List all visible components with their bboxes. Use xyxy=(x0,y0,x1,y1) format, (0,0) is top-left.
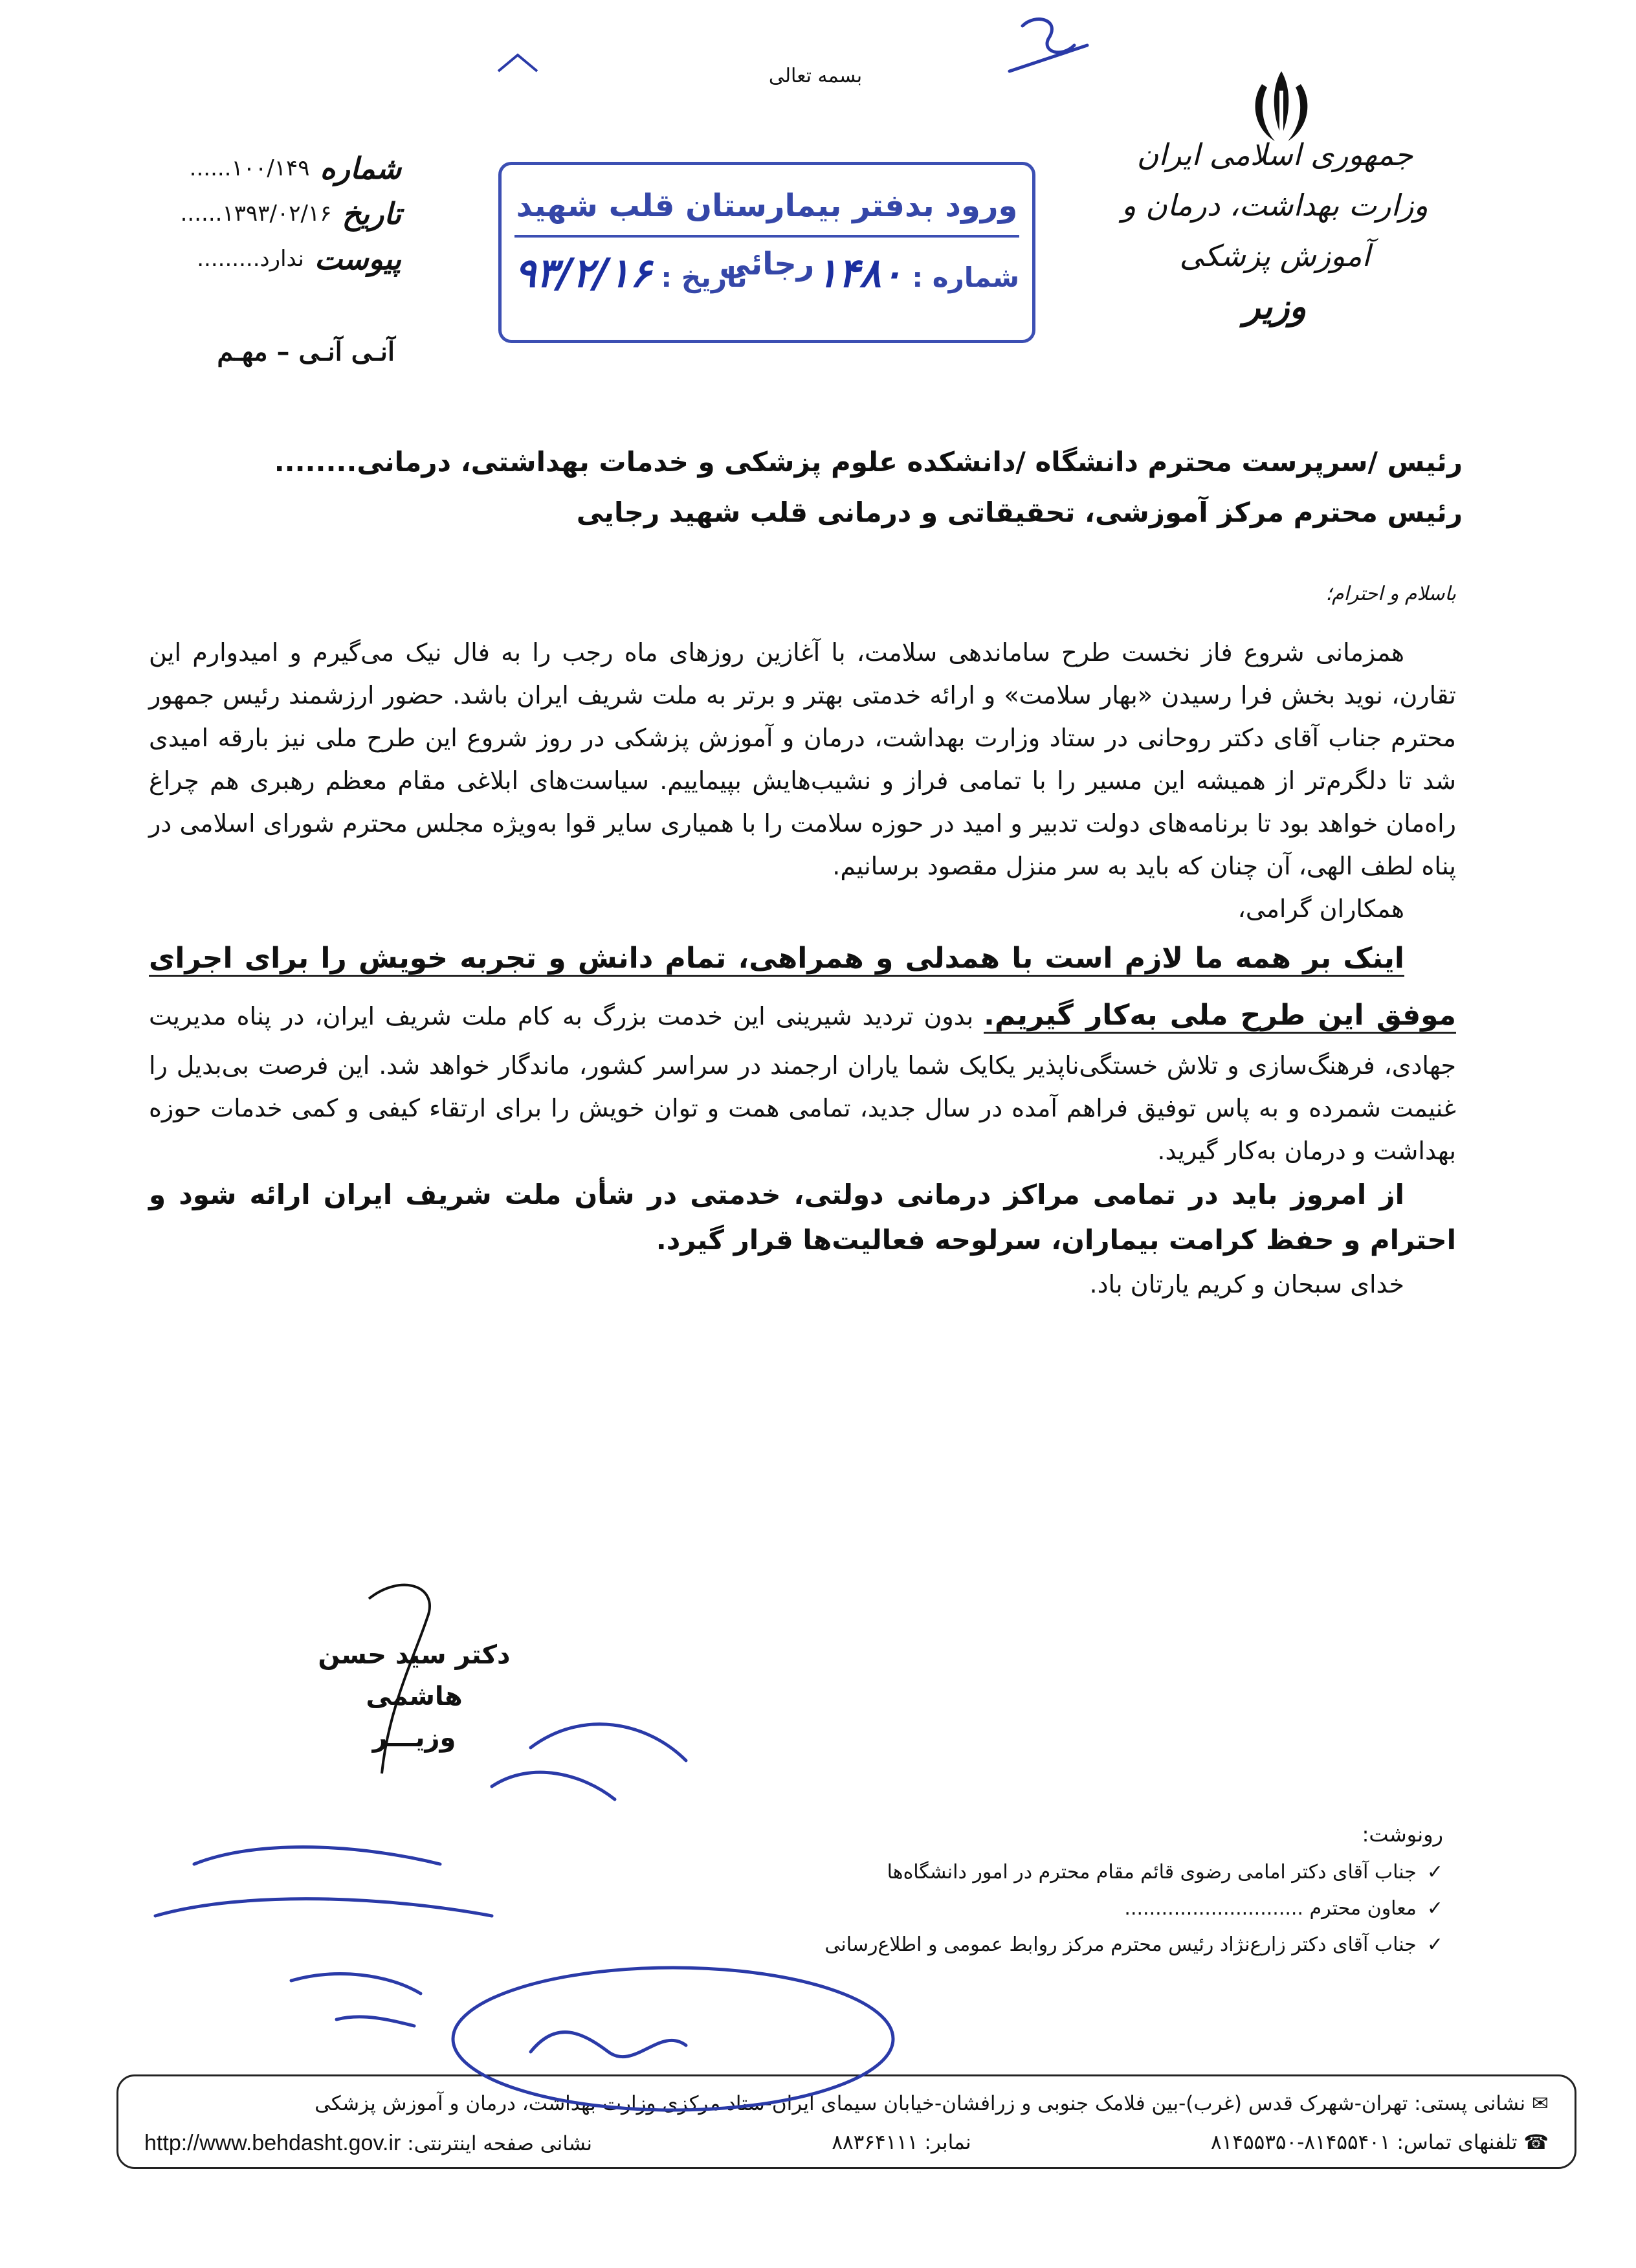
number-value: ۱۰۰/۱۴۹...... xyxy=(189,155,310,181)
letter-meta xyxy=(97,146,401,282)
number-label: شماره xyxy=(320,151,401,186)
website-label: نشانی صفحه اینترنتی: xyxy=(407,2132,592,2155)
body-paragraph-2 xyxy=(149,930,1456,1172)
addressees xyxy=(149,437,1463,538)
stamp-number-label: شماره : xyxy=(912,261,1019,293)
stamp-fields xyxy=(514,249,1019,296)
greeting: باسلام و احترام؛ xyxy=(1325,583,1456,605)
phone-numbers: تلفنهای تماس: ۸۱۴۵۵۴۰۱-۸۱۴۵۵۳۵۰ xyxy=(1211,2131,1518,2154)
stamp-date-label: تاریخ : xyxy=(661,261,747,293)
cc-item: ✓ جناب آقای دکتر امامی رضوی قائم مقام محترم در امور دانشگاه‌ها xyxy=(680,1854,1443,1891)
body-paragraph-2-rest: بدون تردید شیرینی این خدمت بزرگ به کام ملت شریف ایران، در پناه مدیریت جهادی، فرهنگ‌سازی و تلاش خستگی‌ناپذیر یکایک شما یاران ارجمند در سراسر کشور، ماندگار خواهد شد. این فرصت بی‌بدیل را غنیمت شمرده و به پاس توفیق فراهم آمده در سال جدید، تمامی همت و توان خویش را برای ارتقاء کیفی و کمی خدمات حوزه بهداشت و درمان به‌کار گیرید. xyxy=(149,1002,1456,1165)
attachment-row xyxy=(97,236,401,282)
cc-item: ✓ جناب آقای دکتر زارع‌نژاد رئیس محترم مرکز روابط عمومی و اطلاع‌رسانی xyxy=(680,1927,1443,1963)
footer-address-line xyxy=(144,2092,1549,2115)
ministry-letterhead xyxy=(1113,129,1437,331)
stamp-number-value: ۱۴۸۰ xyxy=(816,249,903,296)
website-link[interactable]: http://www.behdasht.gov.ir xyxy=(144,2131,401,2155)
addressee-1: رئیس /سرپرست محترم دانشگاه /دانشکده علوم پزشکی و خدمات بهداشتی، درمانی........ xyxy=(274,446,1463,478)
footer-contact-line xyxy=(144,2131,1549,2156)
envelope-icon: ✉ xyxy=(1532,2092,1549,2115)
office-name: وزیر xyxy=(1243,285,1307,327)
salutation: همکاران گرامی، xyxy=(1237,895,1404,923)
postal-address: نشانی پستی: تهران-شهرک قدس (غرب)-بین فلامک جنوبی و زرافشان-خیابان سیمای ایران-ستاد مرکزی وزارت بهداشت، درمان و آموزش پزشکی xyxy=(315,2092,1526,2115)
receipt-stamp xyxy=(498,162,1035,343)
cc-title: رونوشت: xyxy=(1362,1822,1443,1847)
date-label: تاریخ xyxy=(342,196,401,231)
priority-label: آنـی آنـی – مهـم xyxy=(217,337,395,367)
attachment-value: ندارد......... xyxy=(197,246,304,272)
signatory-title: وزیـــر xyxy=(372,1723,456,1753)
stamp-title: ورود بدفتر بیمارستان قلب شهید رجائی xyxy=(514,177,1019,238)
stamp-date-value: ۹۳/۲/۱۶ xyxy=(514,249,652,296)
number-row xyxy=(97,146,401,191)
besmellah: بسمه تعالی xyxy=(768,65,863,87)
letter-body xyxy=(149,631,1456,1306)
signature-block xyxy=(317,1634,511,1759)
date-row xyxy=(97,191,401,236)
cc-item: ✓ معاون محترم ............................. xyxy=(680,1891,1443,1927)
body-paragraph-3: از امروز باید در تمامی مراکز درمانی دولتی، خدمتی در شأن ملت شریف ایران ارائه شود و احترام و حفظ کرامت بیماران، سرلوحه فعالیت‌ها قرار گیرد. xyxy=(149,1179,1456,1256)
ministry-name: وزارت بهداشت، درمان و آموزش پزشکی xyxy=(1122,188,1428,273)
body-paragraph-2-bold: اینک بر همه ما لازم است با همدلی و همراهی، تمام دانش و تجربه خویش را برای اجرای موفق این طرح ملی به‌کار گیریم. xyxy=(149,942,1456,1034)
letter-footer xyxy=(116,2074,1576,2169)
closing-line: خدای سبحان و کریم یارتان باد. xyxy=(1089,1270,1404,1298)
date-value: ۱۳۹۳/۰۲/۱۶...... xyxy=(180,201,332,227)
body-paragraph-1: همزمانی شروع فاز نخست طرح ساماندهی سلامت، با آغازین روزهای ماه رجب را به فال نیک می‌گیرم و امیدوارم این تقارن، نوید بخش فرا رسیدن «بهار سلامت» و ارائه خدمتی بهتر و برتر به ملت شریف ایران باشد. حضور ارزشمند رئیس جمهور محترم جناب آقای دکتر روحانی در ستاد وزارت بهداشت، درمان و آموزش پزشکی در روز شروع این طرح ملی نیز بارقه امیدی شد تا دلگرم‌تر از همیشه این مسیر را با تمامی فراز و نشیب‌هایش بپیماییم. سیاست‌های ابلاغی مقام معظم رهبری هم چراغ راه‌مان خواهد بود تا برنامه‌های دولت تدبیر و امید در حوزه سلامت را با همیاری سایر قوا به‌ویژه مجلس محترم شورای اسلامی در پناه لطف الهی، آن چنان که باید به سر منزل مقصود برسانیم. xyxy=(149,638,1456,880)
signatory-name: دکتر سید حسن هاشمی xyxy=(318,1640,511,1711)
fax-number: نمابر: ۸۸۳۶۴۱۱۱ xyxy=(832,2131,971,2154)
attachment-label: پیوست xyxy=(314,241,401,276)
cc-list xyxy=(680,1854,1443,1963)
addressee-2: رئیس محترم مرکز آموزشی، تحقیقاتی و درمانی قلب شهید رجایی xyxy=(576,496,1463,528)
country-name: جمهوری اسلامی ایران xyxy=(1136,137,1413,172)
phone-icon: ☎ xyxy=(1523,2131,1549,2154)
